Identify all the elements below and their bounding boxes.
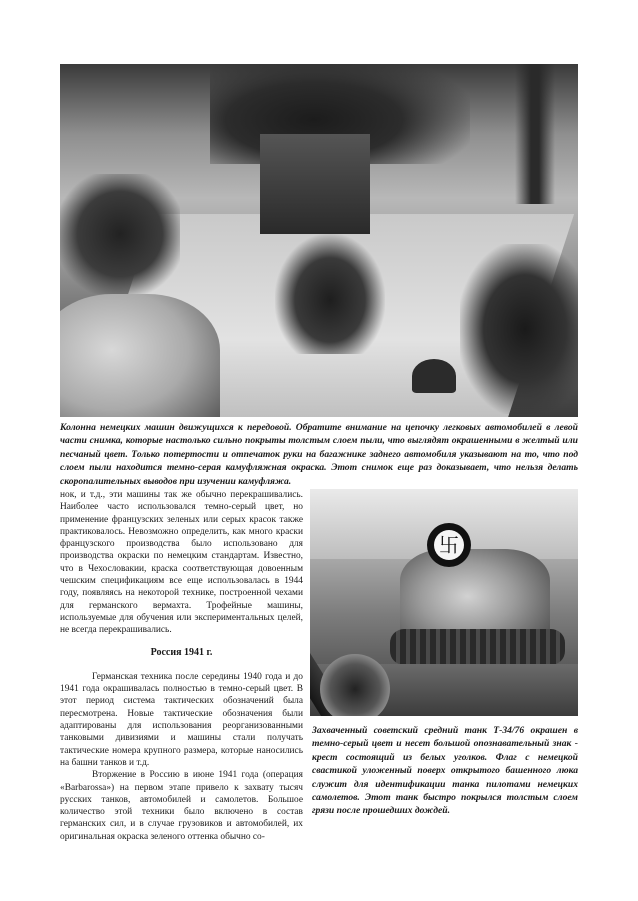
- column-photo: [60, 64, 578, 417]
- top-photo-caption: Колонна немецких машин движущихся к передовой. Обратите внимание на цепочку легковых автомобилей в левой части снимка, которые настолько сильно покрыты толстым слоем пыли, что выглядят окрашенными в желтый или песчаный цвет. Только потертости и отпечаток руки на багажнике заднего автомобиля указывают на то, что под слоем пыли находится темно-серая камуфляжная окраска. Этот снимок еще раз доказывает, что нельзя делать скоропалительных выводов при изучении камуфляжа.: [60, 422, 578, 487]
- flag-symbol: 卐: [434, 530, 464, 560]
- truck: [260, 134, 370, 234]
- section-heading: Россия 1941 г.: [150, 646, 213, 658]
- swastika-flag: [427, 523, 471, 567]
- paragraph: нок, и т.д., эти машины так же обычно перекрашивались. Наиболее часто использовался темно-серый цвет, но применение французских зеленых или серых красок также практиковалось. Невозможно определить, как много краски французского производства было использовано для производства окраски по немецким стандартам. Известно, что в Чехословакии, краска соответствующая довоенным чешским спецификациям все еще использовалась в 1944 году, появляясь на некоторой технике, построенной чехами для германского вермахта. Трофейные машины, используемые для обучения или экспериментальных целей, не всегда перекрашивались.: [60, 490, 303, 636]
- dusty-car: [60, 294, 220, 417]
- motorcycle-sidecar: [275, 234, 385, 354]
- tank-photo-caption: Захваченный советский средний танк Т-34/76 окрашен в темно-серый цвет и несет большой опознавательный знак - крест состоящий из белых уголков. Флаг с немецкой свастикой уложенный поверх открытого башенного люка служит для идентификации танка пилотами немецких самолетов. Этот танк быстро покрылся толстым слоем грязи после прошедших дождей.: [312, 725, 578, 817]
- tree: [515, 64, 555, 204]
- soldiers-group: [60, 174, 180, 294]
- paragraph: Вторжение в Россию в июне 1941 года (операция «Barbarossa») на первом этапе привело к захвату тысяч русских танков, автомобилей и самолетов. Большое количество этой техники было включено в состав германских сил, и в случае грузовиков и автомобилей, их оригинальная окраска зеленого оттенка обычно со-: [60, 770, 303, 842]
- left-text-column: [60, 489, 303, 843]
- motorcycle-riders: [460, 244, 578, 414]
- road-wheel: [320, 654, 390, 716]
- paragraph: Германская техника после середины 1940 года и до 1941 года окрашивалась полностью в темно-серый цвет. В этот период система тактических обозначений была пересмотрена. Новые тактические обозначения были адаптированы для использования реорганизованными танковыми дивизиями и машины стали получать тактические номера крупного размера, которые наносились на башни танков и т.д.: [60, 671, 303, 768]
- tank-tracks: [390, 629, 565, 665]
- tank-photo: [310, 489, 578, 716]
- helmet: [412, 359, 456, 393]
